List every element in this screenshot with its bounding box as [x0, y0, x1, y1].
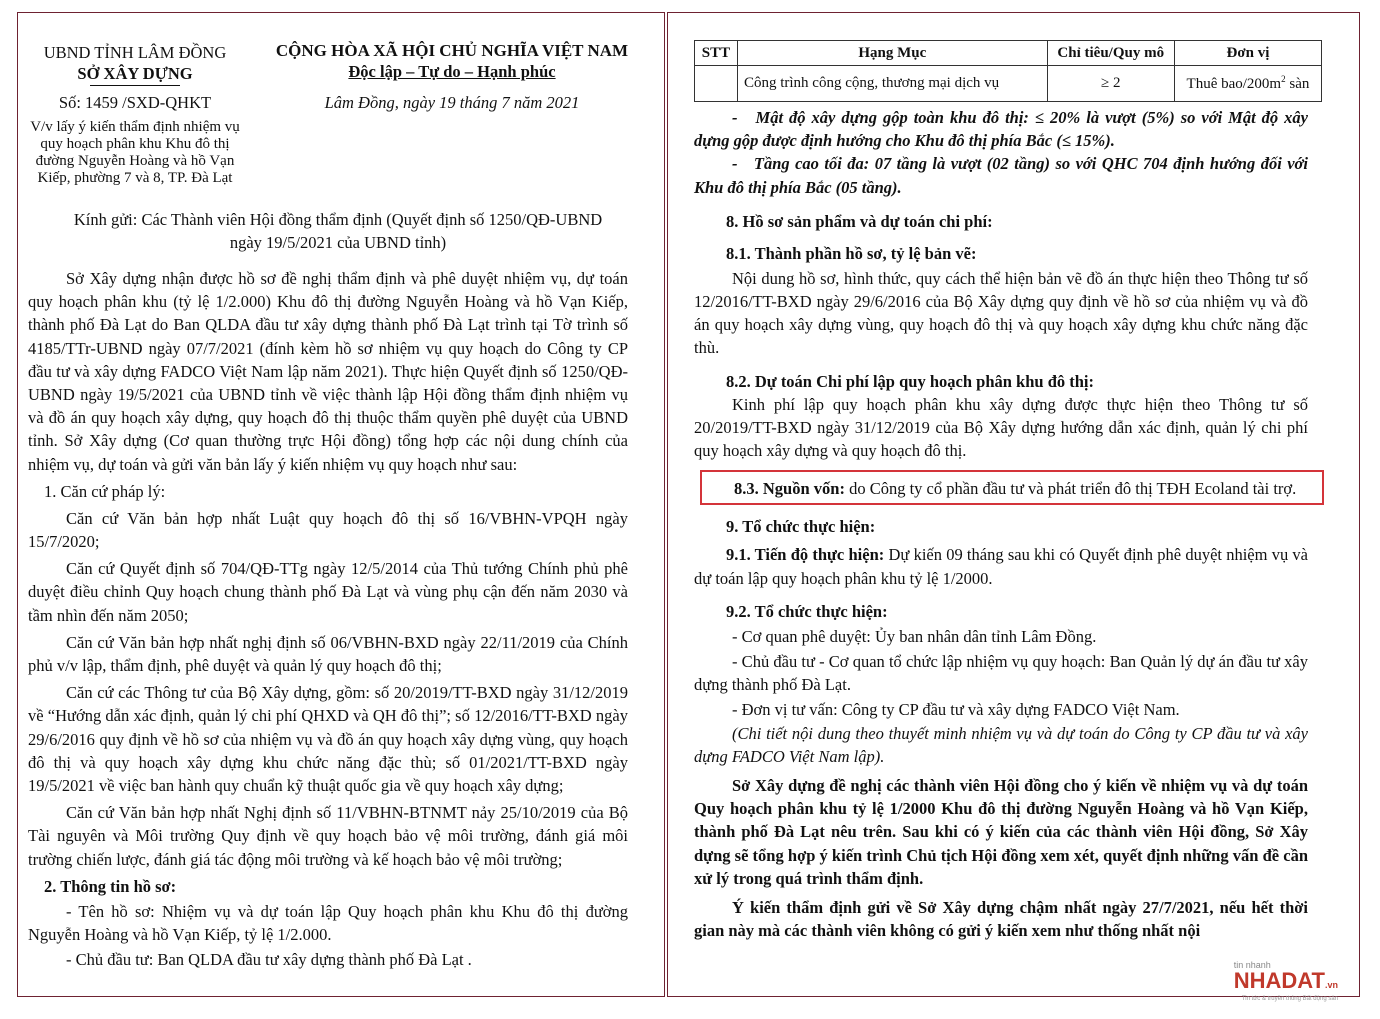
watermark-brand-text: NHADAT	[1233, 968, 1325, 993]
section1-item: Căn cứ Văn bản hợp nhất Nghị định số 11/VBHN-BTNMT nảy 25/10/2019 của Bộ Tài nguyên và Môi trường Quy định về quy hoạch bảo vệ môi trường, đánh giá môi trường chiến lược, đánh giá tác động môi trường và kế hoạch bảo vệ môi trường;	[28, 803, 628, 869]
section83-text	[708, 477, 1310, 500]
section92-note: (Chi tiết nội dung theo thuyết minh nhiệm vụ và dự toán do Công ty CP đầu tư và xây dựng FADCO Việt Nam lập).	[694, 723, 1308, 766]
section9-heading: 9. Tổ chức thực hiện:	[726, 517, 876, 537]
section1-item: Căn cứ các Thông tư của Bộ Xây dựng, gồm: số 20/2019/TT-BXD ngày 31/12/2019 về “Hướng dẫn xác định, quản lý chi phí QHXD và QH đô thị”; số 12/2016/TT-BXD ngày 29/6/2016 quy định về hồ sơ của nhiệm vụ và đồ án quy hoạch xây dựng vùng, quy hoạch đô thị và quy hoạch xây dựng khu chức năng đặc thù; số 01/2021/TT-BXD ngày 19/5/2021 về việc ban hành quy chuẩn kỹ thuật quốc gia về quy hoạch xây dựng;	[28, 683, 628, 796]
national-title: CỘNG HÒA XÃ HỘI CHỦ NGHĨA VIỆT NAM	[275, 41, 629, 60]
section92-heading: 9.2. Tổ chức thực hiện:	[726, 601, 888, 621]
motto-text: Độc lập – Tự do – Hạnh phúc	[348, 62, 556, 81]
agency-name: SỞ XÂY DỰNG	[77, 64, 193, 83]
table-cell: Công trình công cộng, thương mại dịch vụ	[737, 66, 1047, 102]
unit-text: Thuê bao/200m	[1186, 76, 1282, 92]
table-header: STT	[695, 41, 738, 66]
recipient: Kính gửi: Các Thành viên Hội đồng thẩm định (Quyết định số 1250/QĐ-UBND ngày 19/5/2021 của UBND tỉnh)	[73, 210, 603, 252]
watermark-tagline: Tin tức & truyền thông Bất động sản	[1241, 996, 1338, 1002]
section2-item: - Chủ đầu tư: Ban QLDA đầu tư xây dựng thành phố Đà Lạt .	[66, 950, 472, 970]
bullet-density	[694, 106, 1308, 152]
table-cell-unit	[1174, 66, 1321, 102]
section83-body: do Công ty cổ phần đầu tư và phát triển đô thị TĐH Ecoland tài trợ.	[844, 479, 1297, 499]
section91-body: Dự kiến 09 tháng sau khi có Quyết định phê duyệt nhiệm vụ và dự toán lập quy hoạch phân khu tỷ lệ 1/2000.	[694, 545, 1309, 588]
section83-label: 8.3. Nguồn vốn:	[734, 479, 845, 499]
section91-text	[694, 543, 1308, 589]
motto	[262, 62, 642, 82]
agency-block	[20, 42, 250, 187]
watermark-brand	[1234, 970, 1338, 996]
section92-item: - Cơ quan phê duyệt: Ủy ban nhân dân tỉnh Lâm Đồng.	[732, 626, 1097, 646]
section92-item: - Đơn vị tư vấn: Công ty CP đầu tư và xây dựng FADCO Việt Nam.	[732, 700, 1180, 720]
table-header: Đơn vị	[1174, 41, 1321, 66]
watermark-suffix: .vn	[1324, 980, 1338, 990]
section81-heading: 8.1. Thành phần hồ sơ, tỷ lệ bản vẽ:	[726, 243, 977, 263]
bullet-dash: -	[732, 154, 738, 174]
closing-paragraph-1: Sở Xây dựng đề nghị các thành viên Hội đồng cho ý kiến về nhiệm vụ và dự toán Quy hoạch phân khu tỷ lệ 1/2000 Khu đô thị đường Nguyễn Hoàng và hồ Vạn Kiếp, thành phố Đà Lạt nêu trên. Sau khi có ý kiến của các thành viên Hội đồng, Sở Xây dựng sẽ tổng hợp ý kiến trình Chủ tịch Hội đồng xem xét, quyết định những vấn đề cần xử lý trong quá trình thẩm định.	[694, 776, 1308, 888]
watermark-top: tin nhanh	[1233, 960, 1271, 970]
bullet-text: Tầng cao tối đa: 07 tầng là vượt (02 tầng) so với QHC 704 định hướng đối với Khu đô thị phía Bắc (05 tầng).	[694, 154, 1308, 197]
agency-underline	[90, 85, 180, 86]
section81-text: Nội dung hồ sơ, hình thức, quy cách thể hiện bản vẽ đồ án thực hiện theo Thông tư số 12/2016/TT-BXD ngày 29/6/2016 của Bộ Xây dựng quy định về hồ sơ của nhiệm vụ và đồ án quy hoạch xây dựng vùng, quy hoạch đô thị và quy hoạch xây dựng khu chức năng đặc thù.	[694, 268, 1308, 358]
bullet-height	[694, 152, 1308, 198]
table-header: Chỉ tiêu/Quy mô	[1047, 41, 1174, 66]
doc-subject: V/v lấy ý kiến thẩm định nhiệm vụ quy hoạch phân khu Khu đô thị đường Nguyễn Hoàng và hồ Vạn Kiếp, phường 7 và 8, TP. Đà Lạt	[30, 119, 240, 186]
section8-heading: 8. Hồ sơ sản phẩm và dự toán chi phí:	[726, 211, 993, 231]
section91-label: 9.1. Tiến độ thực hiện:	[726, 545, 885, 565]
section2-heading: 2. Thông tin hồ sơ:	[44, 876, 177, 896]
unit-superscript: 2	[1281, 74, 1286, 84]
unit-suffix: sàn	[1285, 76, 1310, 92]
closing-paragraph-2: Ý kiến thẩm định gửi về Sở Xây dựng chậm nhất ngày 27/7/2021, nếu hết thời gian này mà các thành viên không có gửi ý kiến xem như thống nhất nội	[694, 898, 1308, 941]
table-cell: ≥ 2	[1047, 66, 1174, 102]
section2-item: - Tên hồ sơ: Nhiệm vụ và dự toán lập Quy hoạch phân khu Khu đô thị đường Nguyễn Hoàng và hồ Vạn Kiếp, tỷ lệ 1/2.000.	[28, 901, 628, 945]
section1-item: Căn cứ Quyết định số 704/QĐ-TTg ngày 12/5/2014 của Thủ tướng Chính phủ phê duyệt điều chỉnh Quy hoạch chung thành phố Đà Lạt và vùng phụ cận đến năm 2030 và tầm nhìn đến năm 2050;	[28, 559, 628, 625]
bullet-text: Mật độ xây dựng gộp toàn khu đô thị: ≤ 20% là vượt (5%) so với Mật độ xây dựng gộp được định hướng cho Khu đô thị phía Bắc (≤ 15%).	[694, 108, 1309, 151]
place-date: Lâm Đồng, ngày 19 tháng 7 năm 2021	[324, 93, 580, 112]
agency-parent: UBND TỈNH LÂM ĐỒNG	[43, 43, 227, 62]
national-header	[262, 40, 642, 114]
doc-number: Số: 1459 /SXD-QHKT	[58, 93, 212, 112]
section82-text: Kinh phí lập quy hoạch phân khu xây dựng được thực hiện theo Thông tư số 20/2019/TT-BXD ngày 31/12/2019 của Bộ Xây dựng hướng dẫn xác định, quản lý chi phí quy hoạch xây dựng và quy hoạch đô thị.	[694, 394, 1308, 461]
right-body	[694, 40, 1322, 942]
table-cell	[695, 66, 738, 102]
table-header: Hạng Mục	[737, 41, 1047, 66]
spec-table	[694, 40, 1322, 102]
section1-item: Căn cứ Văn bản hợp nhất Luật quy hoạch đô thị số 16/VBHN-VPQH ngày 15/7/2020;	[28, 508, 628, 552]
nhadat-watermark	[1234, 960, 1338, 1002]
bullet-dash: -	[732, 108, 738, 127]
table-header-row	[695, 41, 1322, 66]
section82-heading: 8.2. Dự toán Chi phí lập quy hoạch phân khu đô thị:	[726, 371, 1095, 391]
table-row	[695, 66, 1322, 102]
funding-highlight-box	[700, 470, 1324, 505]
section92-item: - Chủ đầu tư - Cơ quan tổ chức lập nhiệm vụ quy hoạch: Ban Quản lý dự án đầu tư xây dựng thành phố Đà Lạt.	[694, 652, 1308, 695]
section1-item: Căn cứ Văn bản hợp nhất nghị định số 06/VBHN-BXD ngày 22/11/2019 của Chính phủ v/v lập, thẩm định, phê duyệt và quản lý quy hoạch đô thị;	[28, 632, 628, 676]
intro-paragraph: Sở Xây dựng nhận được hồ sơ đề nghị thẩm định và phê duyệt nhiệm vụ, dự toán quy hoạch phân khu (tỷ lệ 1/2.000) Khu đô thị đường Nguyễn Hoàng và hồ Vạn Kiếp, thành phố Đà Lạt do Ban QLDA đầu tư xây dựng thành phố Đà Lạt trình tại Tờ trình số 4185/TTr-UBND ngày 07/7/2021 (đính kèm hồ sơ nhiệm vụ quy hoạch do Công ty CP đầu tư và xây dựng FADCO Việt Nam lập năm 2021). Thực hiện Quyết định số 1250/QĐ-UBND ngày 19/5/2021 của UBND tỉnh về việc thành lập Hội đồng thẩm định nhiệm vụ và đồ án quy hoạch xây dựng, quy hoạch đô thị thuộc thẩm quyền phê duyệt của UBND tỉnh. Sở Xây dựng (Cơ quan thường trực Hội đồng) tổng hợp các nội dung chính của nhiệm vụ, dự toán và gửi văn bản lấy ý kiến nhiệm vụ quy hoạch như sau:	[28, 269, 628, 474]
section1-heading: 1. Căn cứ pháp lý:	[44, 481, 166, 501]
